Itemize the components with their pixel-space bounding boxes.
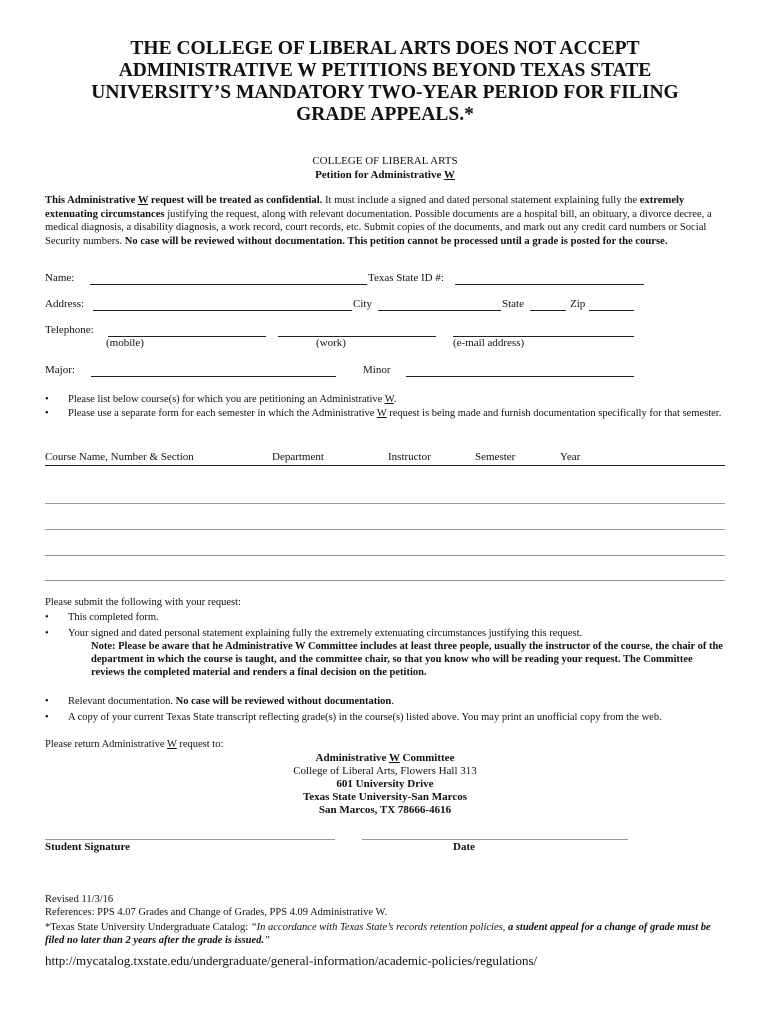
return-w: W	[167, 739, 177, 750]
submit-item-transcript: A copy of your current Texas State transcript reflecting grade(s) in the course(s) listed above. You may print an unofficial copy from the web.	[68, 712, 662, 723]
student-signature-label: Student Signature	[45, 841, 131, 853]
address-line: College of Liberal Arts, Flowers Hall 313	[293, 765, 477, 777]
submit-item-form: This completed form.	[68, 612, 159, 623]
banner-line: ADMINISTRATIVE W PETITIONS BEYOND TEXAS STATE	[118, 60, 652, 81]
bullet-icon: •	[45, 394, 49, 405]
zip-field[interactable]	[589, 310, 634, 311]
footnote-bold-italic: a student appeal for a change of grade must be filed no later than 2 years after the grade is issued.	[45, 922, 711, 946]
department-column-header: Department	[272, 451, 324, 463]
submit-text: .	[391, 696, 394, 707]
bullet-icon: •	[45, 628, 49, 639]
intro-bold-w: W	[137, 195, 149, 206]
address-text: Administrative	[315, 752, 389, 764]
instructor-column-header: Instructor	[388, 451, 431, 463]
revised-date: Revised 11/3/16	[45, 894, 114, 905]
course-row-line[interactable]	[45, 555, 725, 556]
bullet-icon: •	[45, 696, 49, 707]
minor-label: Minor	[363, 364, 391, 376]
committee-note: Note: Please be aware that he Administrative W Committee includes at least three people, usually the instructor of the course, the chair of the department in which the course is taught, and the committee chair, so that you know who will be reading your request. The Committee reviews the completed material and renders a final decision on the petition.	[91, 641, 723, 678]
banner-line: GRADE APPEALS.*	[296, 104, 474, 125]
texas-state-id-label: Texas State ID #:	[368, 272, 444, 284]
city-label: City	[353, 298, 372, 310]
date-label: Date	[453, 841, 475, 853]
intro-text: justifying the request, along with relevant documentation. Possible documents are a hospital bill, an obituary, a divorce decree, a medical diagnosis, a disability diagnosis, a work record, court records, etc. Submit copies of the documents, and mark out any credit card numbers or Social Security numbers.	[45, 208, 712, 247]
footnote-italic: ”	[264, 935, 270, 946]
instruction-text: .	[393, 394, 397, 405]
intro-bold: This Administrative	[45, 195, 138, 206]
semester-column-header: Semester	[475, 451, 516, 463]
instruction-list-courses	[68, 393, 728, 406]
return-instruction	[45, 738, 223, 751]
submit-item-documentation	[68, 695, 728, 708]
instruction-text: Please use a separate form for each semester in which the Administrative	[68, 408, 377, 419]
return-address	[0, 752, 770, 817]
instruction-separate-form	[68, 407, 728, 420]
form-title	[0, 169, 770, 181]
address-field[interactable]	[93, 310, 352, 311]
banner-line: UNIVERSITY’S MANDATORY TWO-YEAR PERIOD FOR FILING	[91, 82, 679, 103]
year-column-header: Year	[560, 451, 581, 463]
bullet-icon: •	[45, 408, 49, 419]
email-caption: (e-mail address)	[453, 337, 525, 349]
instruction-w: W	[376, 408, 387, 419]
course-row-line[interactable]	[45, 580, 725, 581]
major-field[interactable]	[91, 376, 336, 377]
instruction-w: W	[384, 394, 394, 405]
catalog-footnote	[45, 921, 730, 947]
intro-bold: extremely extenuating circumstances	[45, 195, 685, 220]
return-text: request to:	[176, 739, 224, 750]
address-text: Committee	[399, 752, 455, 764]
mobile-caption: (mobile)	[106, 337, 144, 349]
bullet-icon: •	[45, 612, 49, 623]
address-line: 601 University Drive	[336, 778, 434, 790]
work-phone-field[interactable]	[278, 336, 436, 337]
major-label: Major:	[45, 364, 75, 376]
texas-state-id-field[interactable]	[455, 284, 644, 285]
intro-bold: No case will be reviewed without documentation. This petition cannot be processed until a grade is posted for the course.	[124, 235, 668, 247]
submit-item-statement: Your signed and dated personal statement explaining fully the extremely extenuating circumstances justifying this request.	[68, 628, 583, 639]
college-title: COLLEGE OF LIBERAL ARTS	[312, 155, 458, 167]
submit-bold: No case will be reviewed without documentation	[175, 696, 392, 707]
return-text: Please return Administrative	[45, 739, 167, 750]
form-title-w: W	[443, 169, 455, 181]
references: References: PPS 4.07 Grades and Change of Grades, PPS 4.09 Administrative W.	[45, 907, 388, 918]
footnote-italic: “In accordance with Texas State’s records retention policies,	[250, 922, 508, 933]
intro-paragraph	[45, 194, 725, 248]
address-line: Texas State University-San Marcos	[302, 791, 468, 803]
state-field[interactable]	[530, 310, 566, 311]
course-row-line[interactable]	[45, 529, 725, 530]
catalog-url[interactable]: http://mycatalog.txstate.edu/undergraduate/general-information/academic-policies/regulations/	[45, 953, 538, 968]
banner-line: THE COLLEGE OF LIBERAL ARTS DOES NOT ACCEPT	[130, 38, 640, 59]
form-title-text: Petition for Administrative	[315, 169, 444, 181]
intro-bold: request will be treated as confidential.	[148, 195, 323, 206]
address-w: W	[388, 752, 400, 764]
banner-heading	[60, 38, 710, 126]
telephone-label: Telephone:	[45, 324, 94, 336]
submit-intro: Please submit the following with your request:	[45, 597, 241, 608]
state-label: State	[502, 298, 524, 310]
name-field[interactable]	[90, 284, 367, 285]
city-field[interactable]	[378, 310, 501, 311]
date-field[interactable]	[362, 839, 628, 840]
zip-label: Zip	[570, 298, 586, 310]
instruction-text: request is being made and furnish documentation specifically for that semester.	[386, 408, 722, 419]
course-row-line[interactable]	[45, 503, 725, 504]
address-line	[0, 752, 770, 765]
address-line: San Marcos, TX 78666-4616	[318, 804, 452, 816]
submit-text: Relevant documentation.	[68, 696, 176, 707]
address-label: Address:	[45, 298, 85, 310]
student-signature-field[interactable]	[45, 839, 335, 840]
name-label: Name:	[45, 272, 75, 284]
minor-field[interactable]	[406, 376, 634, 377]
table-header-rule	[45, 465, 725, 466]
instruction-text: Please list below course(s) for which you are petitioning an Administrative	[68, 394, 385, 405]
bullet-icon: •	[45, 712, 49, 723]
footnote-text: *Texas State University Undergraduate Catalog:	[45, 922, 251, 933]
course-column-header: Course Name, Number & Section	[45, 451, 194, 463]
intro-text: It must include a signed and dated personal statement explaining fully the	[322, 195, 640, 206]
work-caption: (work)	[316, 337, 346, 349]
